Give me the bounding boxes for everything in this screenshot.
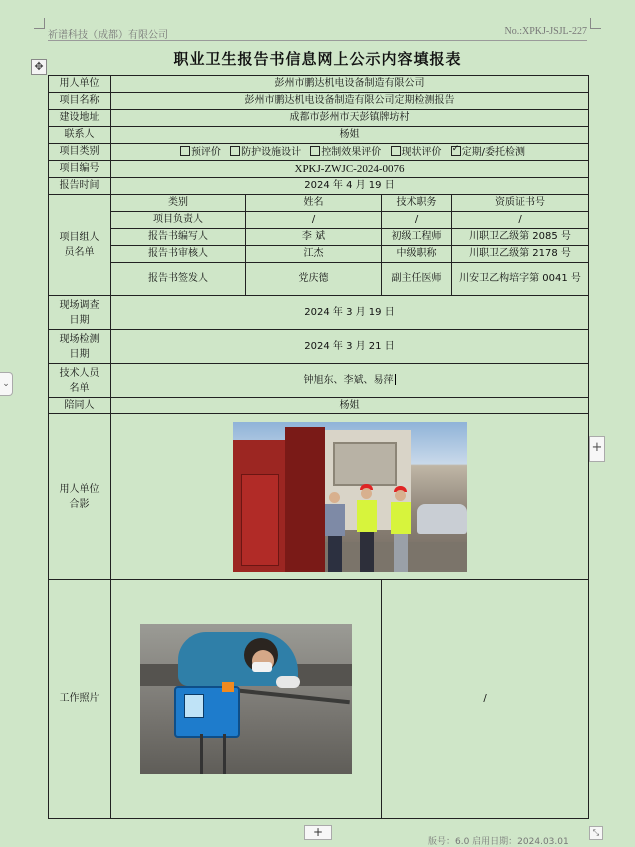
table-row	[49, 110, 589, 127]
contact-label: 联系人	[49, 127, 111, 144]
team-title[interactable]: /	[382, 212, 452, 229]
work-photo[interactable]	[140, 624, 352, 774]
team-cert[interactable]: 川安卫乙构培字第 0041 号	[452, 263, 589, 296]
table-row	[49, 296, 589, 330]
group-photo-cell	[111, 414, 589, 580]
red-pillar-shape	[285, 427, 325, 572]
checkbox-label: 预评价	[190, 146, 221, 158]
table-row	[49, 212, 589, 229]
add-row-button[interactable]: +	[304, 825, 332, 840]
tech-staff-cell[interactable]	[111, 364, 589, 398]
team-title[interactable]: 初级工程师	[382, 229, 452, 246]
table-row	[49, 414, 589, 580]
project-name-value[interactable]: 彭州市鹏达机电设备制造有限公司定期检测报告	[111, 93, 589, 110]
checkbox-periodic-testing[interactable]	[451, 146, 461, 156]
red-door-shape	[241, 474, 279, 566]
work-photo-2-value[interactable]: /	[382, 580, 589, 819]
checkbox-status-evaluation[interactable]	[391, 146, 401, 156]
person-figure	[357, 484, 377, 572]
checkbox-label: 定期/委托检测	[461, 146, 526, 158]
work-photo-label: 工作照片	[49, 580, 111, 819]
project-no-label: 项目编号	[49, 161, 111, 178]
worker-mask-shape	[252, 662, 272, 672]
report-time-label: 报告时间	[49, 178, 111, 195]
table-row	[49, 330, 589, 364]
escort-value[interactable]: 杨姐	[111, 398, 589, 414]
team-header-role: 类别	[111, 195, 246, 212]
table-resize-icon[interactable]: ⤡	[589, 826, 603, 840]
table-row	[49, 161, 589, 178]
table-row	[49, 263, 589, 296]
person-figure	[391, 486, 411, 572]
test-date-value[interactable]: 2024 年 3 月 21 日	[111, 330, 589, 364]
escort-label: 陪同人	[49, 398, 111, 414]
team-role: 报告书签发人	[111, 263, 246, 296]
team-header-cert: 资质证书号	[452, 195, 589, 212]
tripod-shape	[200, 734, 226, 774]
report-form-table	[48, 75, 589, 819]
team-cert[interactable]: 川职卫乙级第 2178 号	[452, 246, 589, 263]
footer-version: 版号：6.0 启用日期：2024.03.01	[428, 837, 569, 847]
team-cert[interactable]: /	[452, 212, 589, 229]
sidebar-toggle-icon[interactable]: ⌄	[0, 372, 13, 396]
table-move-handle-icon[interactable]: ✥	[31, 59, 47, 75]
report-time-value[interactable]: 2024 年 4 月 19 日	[111, 178, 589, 195]
person-figure	[325, 492, 345, 572]
team-title[interactable]: 副主任医师	[382, 263, 452, 296]
work-photo-cell	[111, 580, 382, 819]
add-column-button[interactable]: +	[589, 436, 605, 462]
checkbox-label: 现状评价	[401, 146, 442, 158]
group-photo-label: 用人单位合影	[49, 414, 111, 580]
window-shape	[333, 442, 397, 486]
site-address-label: 建设地址	[49, 110, 111, 127]
team-name[interactable]: /	[246, 212, 382, 229]
checkbox-pre-evaluation[interactable]	[180, 146, 190, 156]
team-cert[interactable]: 川职卫乙级第 2085 号	[452, 229, 589, 246]
team-label: 项目组人员名单	[49, 195, 111, 296]
header-doc-no: No.:XPKJ-JSJL-227	[504, 26, 587, 37]
table-row	[49, 229, 589, 246]
employer-value[interactable]: 彭州市鹏达机电设备制造有限公司	[111, 76, 589, 93]
device-part-shape	[222, 682, 234, 692]
text-cursor	[395, 374, 396, 385]
table-row	[49, 178, 589, 195]
page-corner-mark	[34, 18, 45, 29]
page-corner-mark	[590, 18, 601, 29]
checkbox-label: 控制效果评价	[321, 146, 382, 158]
survey-date-value[interactable]: 2024 年 3 月 19 日	[111, 296, 589, 330]
metal-rod-shape	[230, 688, 350, 705]
table-row	[49, 127, 589, 144]
worker-glove-shape	[276, 676, 300, 688]
project-no-value[interactable]: XPKJ-ZWJC-2024-0076	[111, 161, 589, 178]
table-row	[49, 398, 589, 414]
checkbox-control-effect[interactable]	[310, 146, 320, 156]
group-photo[interactable]	[233, 422, 467, 572]
team-title[interactable]: 中级职称	[382, 246, 452, 263]
team-name[interactable]: 李 斌	[246, 229, 382, 246]
checkbox-label: 防护设施设计	[241, 146, 302, 158]
team-header-name: 姓名	[246, 195, 382, 212]
header-divider	[48, 40, 587, 41]
table-row	[49, 246, 589, 263]
employer-label: 用人单位	[49, 76, 111, 93]
table-row	[49, 76, 589, 93]
project-type-label: 项目类别	[49, 144, 111, 161]
tech-staff-value[interactable]: 钟旭东、李斌、易萍	[303, 375, 394, 386]
car-shape	[417, 504, 467, 534]
device-screen-shape	[184, 694, 204, 718]
table-row	[49, 144, 589, 161]
project-type-options	[111, 144, 589, 161]
team-role: 报告书审核人	[111, 246, 246, 263]
test-date-label: 现场检测日期	[49, 330, 111, 364]
site-address-value[interactable]: 成都市彭州市天彭镇牌坊村	[111, 110, 589, 127]
team-role: 报告书编写人	[111, 229, 246, 246]
table-row	[49, 580, 589, 819]
team-name[interactable]: 党庆德	[246, 263, 382, 296]
project-name-label: 项目名称	[49, 93, 111, 110]
contact-value[interactable]: 杨姐	[111, 127, 589, 144]
checkbox-protection-design[interactable]	[230, 146, 240, 156]
header-company: 祈谱科技（成都）有限公司	[48, 30, 168, 41]
team-name[interactable]: 江杰	[246, 246, 382, 263]
table-row	[49, 364, 589, 398]
tech-staff-label: 技术人员名单	[49, 364, 111, 398]
table-row	[49, 195, 589, 212]
page-title: 职业卫生报告书信息网上公示内容填报表	[173, 50, 462, 68]
table-row	[49, 93, 589, 110]
survey-date-label: 现场调查日期	[49, 296, 111, 330]
team-header-title: 技术职务	[382, 195, 452, 212]
team-role: 项目负责人	[111, 212, 246, 229]
